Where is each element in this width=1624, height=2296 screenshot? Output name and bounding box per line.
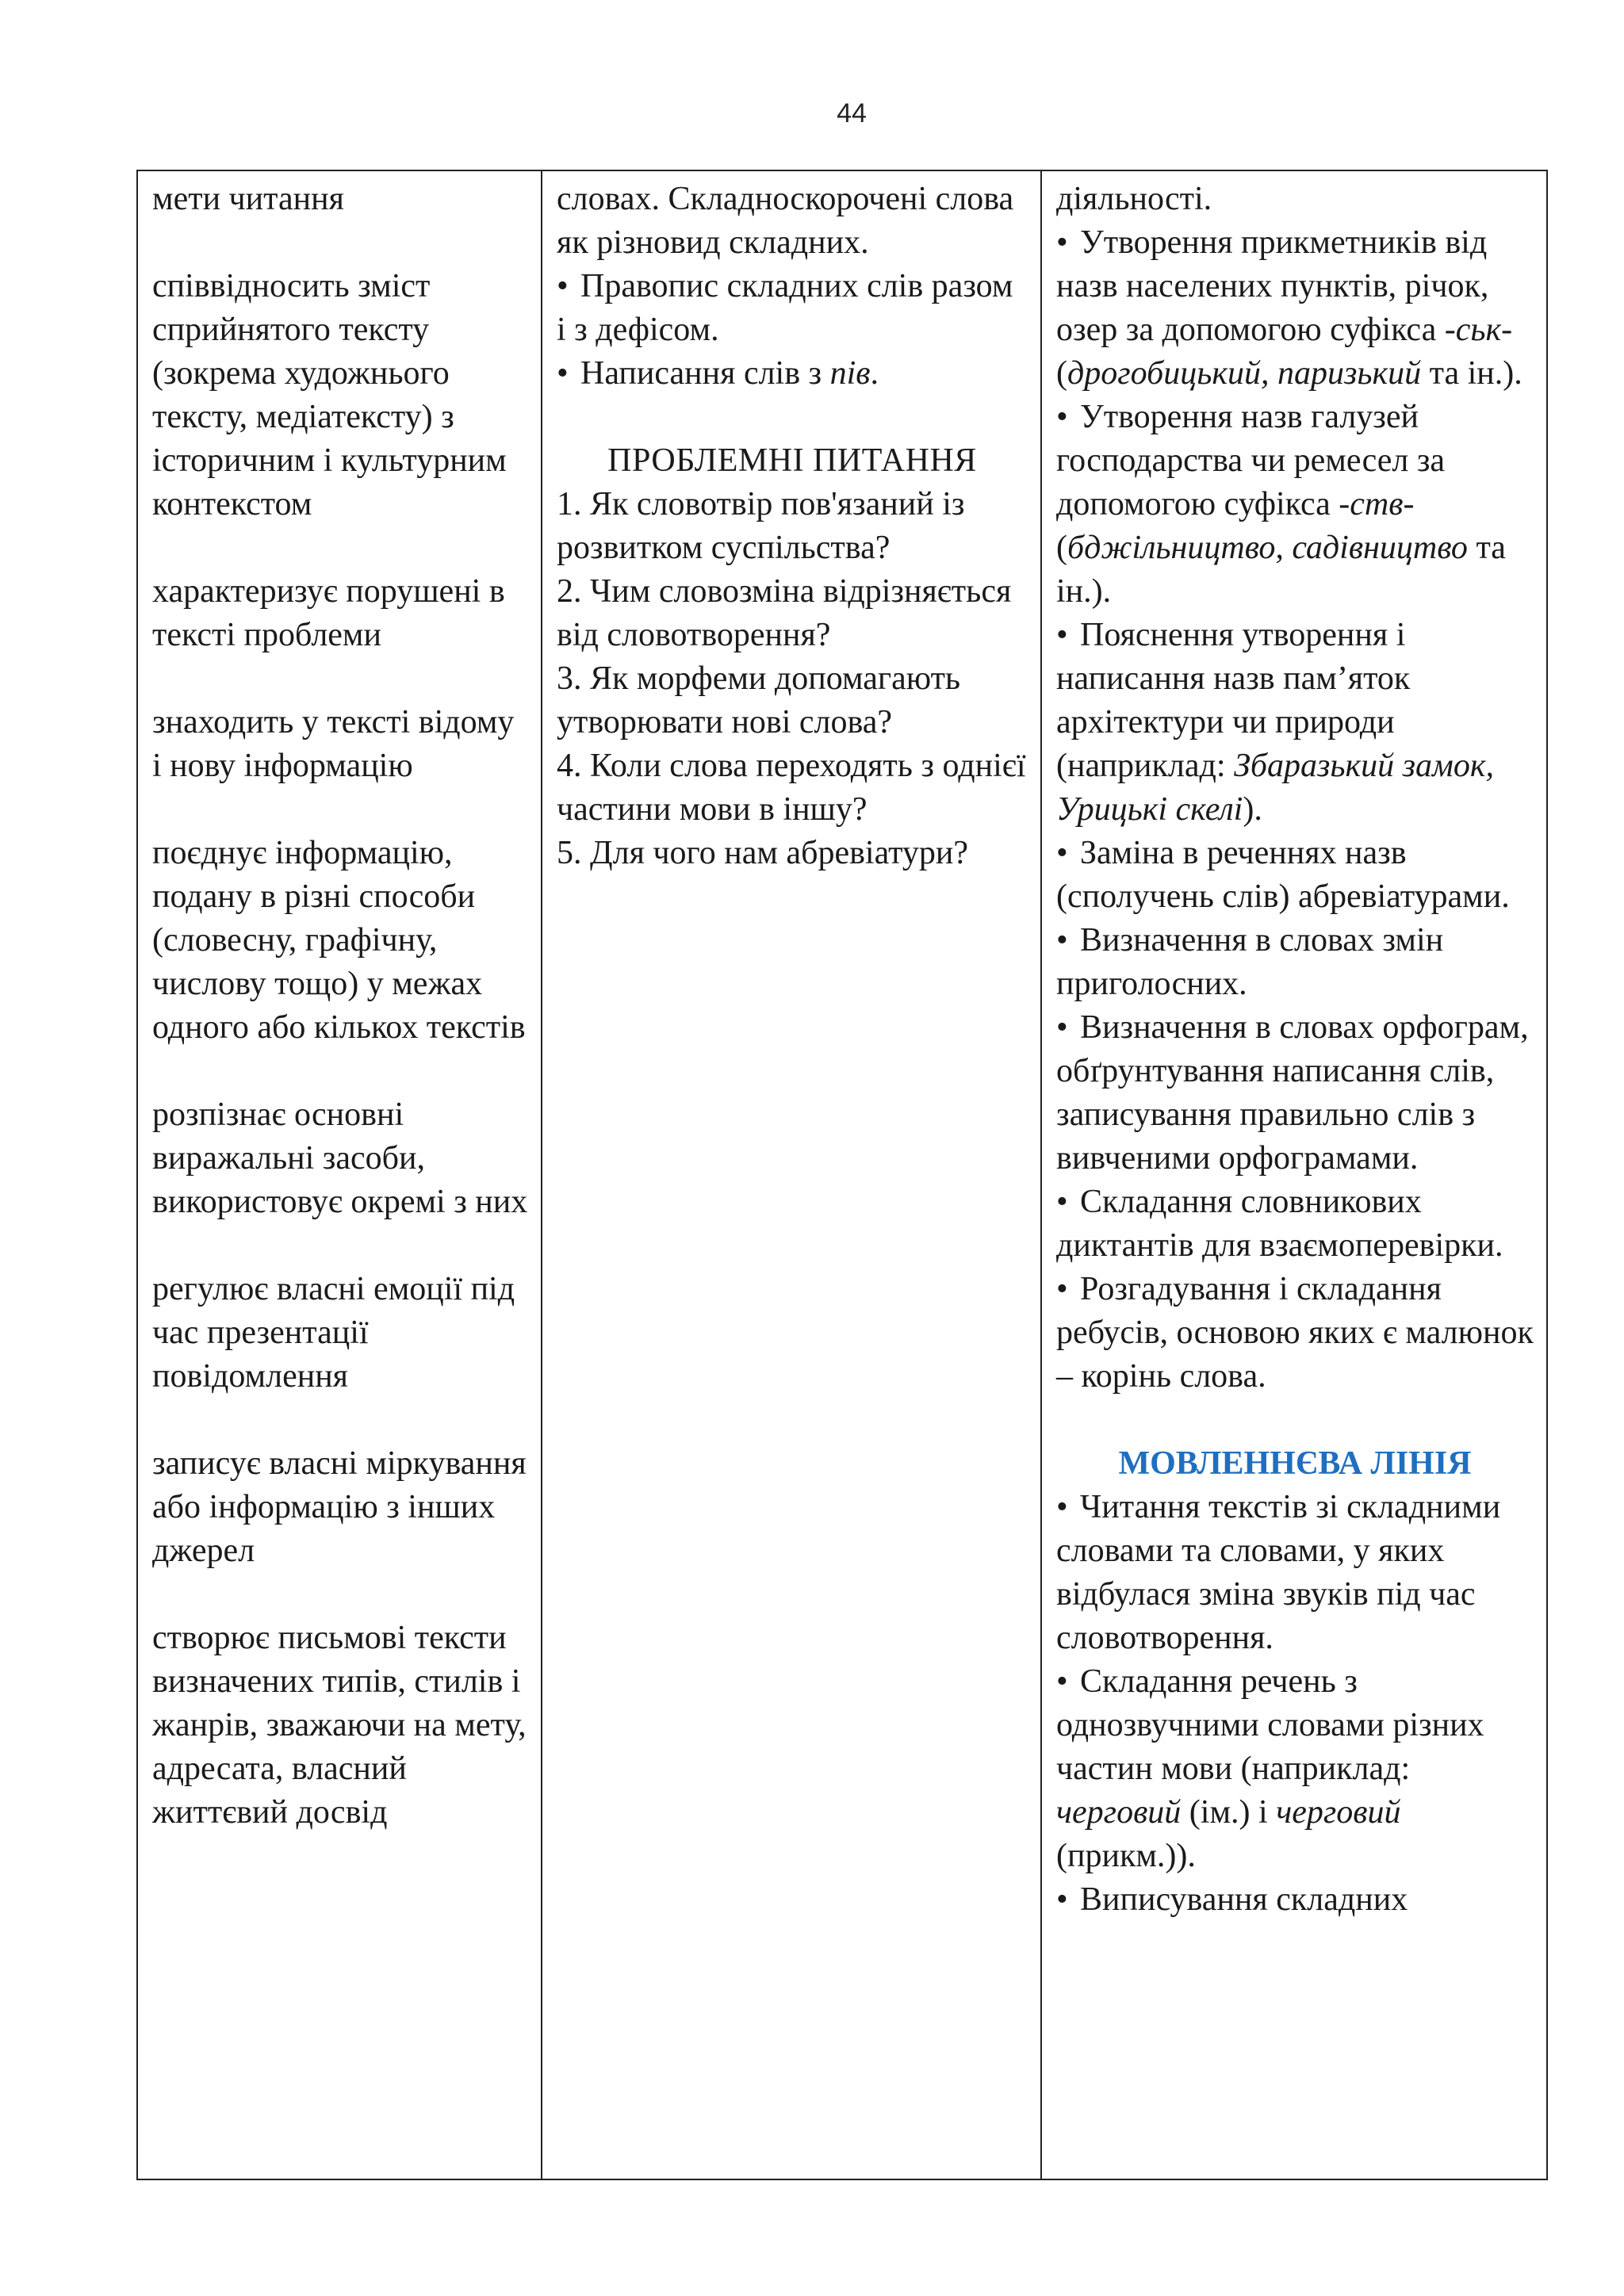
question-item: 3. Як морфеми допомагають утворювати нові слова? — [557, 660, 961, 740]
activity-bullet: • Визначення в словах орфограм, обґрунтування написання слів, записування правильно слів з вивченими орфограмами. — [1056, 1006, 1534, 1181]
outcome-item: знаходить у тексті відому і нову інформацію — [152, 704, 515, 784]
activity-bullet: • Пояснення утворення і написання назв пам’яток архітектури чи природи (наприклад: Збаразький замок, Урицькі скелі). — [1056, 614, 1534, 832]
activity-bullet: • Розгадування і складання ребусів, основою яких є малюнок – корінь слова. — [1056, 1268, 1534, 1399]
bullet-icon: • — [1056, 1009, 1068, 1046]
activity-bullet: • Утворення прикметників від назв населених пунктів, річок, озер за допомогою суфікса -ськ- (дрогобицький, паризький та ін.). — [1056, 221, 1534, 396]
activity-bullet: • Читання текстів зі складними словами та словами, у яких відбулася зміна звуків під час словотворення. — [1056, 1486, 1534, 1660]
bullet-icon: • — [1056, 617, 1068, 653]
activity-bullet: • Складання словникових диктантів для взаємоперевірки. — [1056, 1181, 1534, 1268]
outcome-item: співвідносить зміст сприйнятого тексту (зокрема художнього тексту, медіатексту) з історичним і культурним контекстом — [152, 268, 507, 522]
question-item: 1. Як словотвір пов'язаний із розвитком суспільства? — [557, 486, 965, 566]
question-item: 2. Чим словозміна відрізняється від словотворення? — [557, 573, 1012, 653]
activity-continuation: діяльності. — [1056, 181, 1212, 217]
bullet-icon: • — [557, 355, 569, 392]
bullet-icon: • — [1056, 1489, 1068, 1525]
outcome-item: розпізнає основні виражальні засоби, використовує окремі з них — [152, 1096, 528, 1220]
bullet-icon: • — [1056, 922, 1068, 959]
content-bullet: • Написання слів з пів. — [557, 352, 1028, 396]
outcome-item: записує власні міркування або інформацію з інших джерел — [152, 1445, 527, 1569]
bullet-icon: • — [1056, 835, 1068, 871]
outcome-item: характеризує порушені в тексті проблеми — [152, 573, 505, 653]
curriculum-table — [136, 170, 1548, 2180]
page-number: 44 — [837, 98, 867, 128]
problem-questions-heading: ПРОБЛЕМНІ ПИТАННЯ — [607, 442, 977, 479]
activity-bullet: • Визначення в словах змін приголосних. — [1056, 919, 1534, 1006]
activity-bullet: • Утворення назв галузей господарства чи ремесел за допомогою суфікса -ств- (бджільництво, садівництво та ін.). — [1056, 396, 1534, 614]
content-column — [542, 171, 1042, 2179]
learning-outcomes-column — [138, 171, 542, 2179]
bullet-icon: • — [1056, 399, 1068, 435]
outcome-item: регулює власні емоції під час презентації повідомлення — [152, 1271, 515, 1395]
bullet-icon: • — [1056, 1881, 1068, 1918]
outcome-item: створює письмові тексти визначених типів, стилів і жанрів, зважаючи на мету, адресата, власний життєвий досвід — [152, 1620, 527, 1831]
bullet-icon: • — [1056, 1271, 1068, 1307]
bullet-icon: • — [1056, 1663, 1068, 1700]
outcome-item: мети читання — [152, 181, 344, 217]
bullet-icon: • — [557, 268, 569, 304]
speech-line-heading: МОВЛЕННЄВА ЛІНІЯ — [1118, 1445, 1472, 1482]
bullet-icon: • — [1056, 1184, 1068, 1220]
activity-bullet: • Виписування складних — [1056, 1878, 1534, 1922]
content-intro: словах. Складноскорочені слова як різновид складних. — [557, 181, 1014, 261]
question-item: 5. Для чого нам абревіатури? — [557, 835, 969, 871]
outcome-item: поєднує інформацію, подану в різні способи (словесну, графічну, числову тощо) у межах одного або кількох текстів — [152, 835, 526, 1046]
activities-column — [1042, 171, 1546, 2179]
question-item: 4. Коли слова переходять з однієї частини мови в іншу? — [557, 748, 1026, 828]
bullet-icon: • — [1056, 224, 1068, 261]
content-bullet: • Правопис складних слів разом і з дефісом. — [557, 265, 1028, 352]
activity-bullet: • Складання речень з однозвучними словами різних частин мови (наприклад: черговий (ім.) і черговий (прикм.)). — [1056, 1660, 1534, 1878]
activity-bullet: • Заміна в реченнях назв (сполучень слів) абревіатурами. — [1056, 832, 1534, 919]
